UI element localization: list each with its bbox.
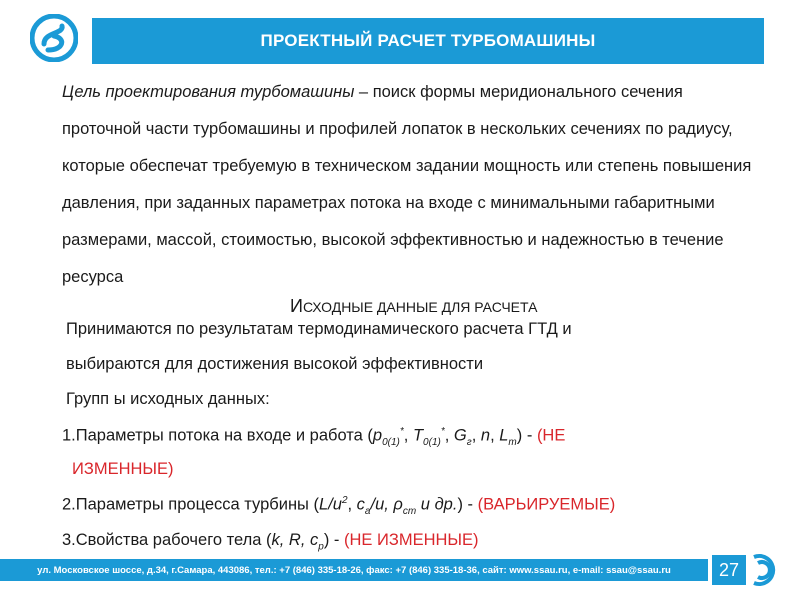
goal-paragraph: [62, 74, 762, 296]
item-1: 1.Параметры потока на входе и работа ($p_{0(1)}^*$, $T_{0(1)}^*$, $G_г$, n, $L_m) - (НЕ$: [62, 426, 566, 448]
goal-lead: Цель проектирования турбомашины: [62, 83, 355, 101]
page-number: 27: [712, 555, 746, 585]
page-title: ПРОЕКТНЫЙ РАСЧЕТ ТУРБОМАШИНЫ: [260, 31, 596, 50]
section-title-cap: И: [290, 296, 303, 316]
section-title-rest: СХОДНЫЕ ДАННЫЕ ДЛЯ РАСЧЕТА: [302, 299, 538, 315]
status-badge: (НЕ: [536, 426, 566, 445]
footer-contacts: ул. Московское шоссе, д.34, г.Самара, 443086, тел.: +7 (846) 335-18-26, факс: +7 (846) 335-18-36, сайт: www.ssau.ru, e-mail: ssau@ssau.ru: [37, 564, 671, 576]
university-logo-icon: [30, 14, 78, 62]
item-3: 3.Свойства рабочего тела (k, R, $c_p) - (НЕ$ ИЗМЕННЫЕ): [62, 531, 479, 553]
header-bar: [92, 18, 764, 64]
footer-bar: [0, 559, 708, 581]
intro-line-1: Принимаются по результатам термодинамического расчета ГТД и: [66, 320, 572, 338]
footer-logo-icon: [748, 553, 782, 587]
item-1-status-cont: ИЗМЕННЫЕ): [72, 460, 174, 478]
status-badge: (ВАРЬИРУЕМЫЕ): [477, 495, 616, 514]
intro-line-2: выбираются для достижения высокой эффективности: [66, 355, 484, 373]
section-title: [290, 296, 537, 317]
item-2: 2.Параметры процесса турбины ($L/u^2$, $c_a/u$, $\rho_{ст}$ и др.) - (ВАРЬИРУЕМЫЕ): [62, 495, 616, 517]
groups-heading: Групп ы исходных данных:: [66, 390, 270, 408]
status-badge: (НЕ ИЗМЕННЫЕ): [344, 531, 479, 549]
goal-text: – поиск формы меридионального сечения проточной части турбомашины и профилей лопаток в нескольких сечениях по радиусу, которые обеспечат требуемую в техническом задании мощность или степень повышения давления, при заданных параметрах потока на входе с минимальными габаритными размерами, массой, стоимостью, высокой эффективностью и надежностью в течение ресурса: [62, 83, 752, 286]
